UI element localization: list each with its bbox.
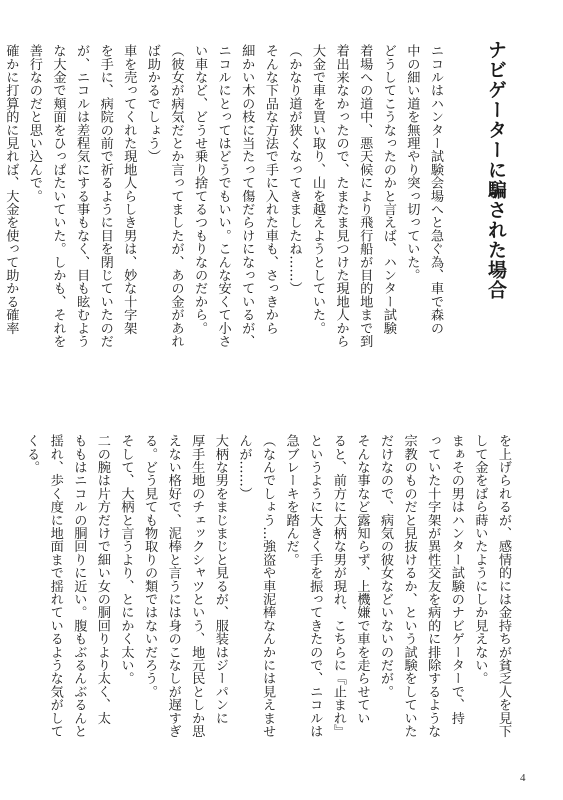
- text-line: ももはニコルの胴回りに近い。腹もぶるんぶるんと: [71, 434, 87, 738]
- text-line: 揺れ、歩く度に地面まで揺れているような気がして: [47, 434, 63, 738]
- text-line: というように大きく手を振ってきたので、ニコルは: [307, 434, 323, 738]
- text-line: 大金で車を買い取り、山を越えようとしていた。: [310, 44, 326, 335]
- text-line: ニコルはハンター試験会場へと急ぐ為、車で森の: [428, 44, 443, 335]
- text-line: 着出来なかったので、たまたま見つけた現地人から: [333, 44, 349, 348]
- text-line: 宗教のものだと見抜けるか、という試験をしていた: [401, 434, 417, 738]
- text-line: そして、大柄と言うより、とにかく太い。: [118, 434, 134, 685]
- text-line: して金をばら蒔いたようにしか見えない。: [472, 434, 488, 685]
- text-line: 細かい木の枝に当たって傷だらけになっているが、: [239, 44, 255, 348]
- text-line: （なんでしょう…強盗や車泥棒なんかには見えませ: [260, 434, 276, 738]
- text-line: い車など、どうせ乗り捨てるつもりなのだから。: [192, 44, 208, 335]
- text-line: どうしてこうなったのかと言えば、ハンター試験: [380, 44, 396, 335]
- text-line: くる。: [24, 434, 40, 474]
- page-number: 4: [520, 772, 526, 784]
- text-line: な大金で頬面をひっぱたいていた。しかも、それを: [50, 44, 66, 348]
- text-line: だけなので、病気の彼女などいないのだが。: [378, 434, 394, 698]
- text-line: 大柄な男をまじまじと見るが、服装はジーパンに: [212, 434, 228, 725]
- upper-text-block: [0, 44, 447, 380]
- text-line: 善行なのだと思い込んで。: [26, 44, 42, 203]
- text-line: ば助かるでしょう）: [144, 44, 160, 163]
- text-line: （彼女が病気だとか言ってましたが、あの金があれ: [168, 44, 184, 348]
- text-line: ニコルにとってはどうでもいい。こんな安くて小さ: [215, 44, 231, 348]
- text-line: が、ニコルは差程気にする事もなく、目も眩むよう: [74, 44, 90, 348]
- text-line: 着場への道中、悪天候により飛行船が目的地まで到: [357, 44, 373, 348]
- text-line: えない格好で、泥棒と言うには身のこなしが遅すぎ: [165, 434, 181, 738]
- text-line: まぁその男はハンター試験のナビゲーターで、持: [448, 434, 464, 725]
- text-line: る。どう見ても物取りの類ではないだろう。: [142, 434, 158, 698]
- text-line: を上げられるが、感情的には金持ちが貧乏人を見下: [496, 434, 511, 738]
- text-line: （かなり道が狭くなってきましたね……）: [286, 44, 302, 295]
- text-line: 二の腕は片方だけで細い女の胴回りより太く、太: [94, 434, 110, 725]
- text-line: 急ブレーキを踏んだ。: [283, 434, 299, 566]
- text-line: そんな下品な方法で手に入れた車も、さっきから: [262, 44, 278, 335]
- text-line: そんな事など露知らず、上機嫌で車を走らせてい: [354, 434, 370, 725]
- text-line: っていた十字架が異性交友を病的に排除するような: [425, 434, 441, 738]
- text-line: んが……）: [236, 434, 252, 500]
- lower-text-block: [24, 434, 515, 766]
- text-line: を手に、病院の前で祈るように目を閉じていたのだ: [97, 44, 113, 348]
- text-line: 厚手生地のチェックシャツという、地元民としか思: [189, 434, 205, 738]
- text-line: 中の細い道を無理やり突っ切っていた。: [404, 44, 420, 282]
- text-line: 確かに打算的に見れば、大金を使って助かる確率: [3, 44, 19, 335]
- text-line: 車を売ってくれた現地人らしき男は、妙な十字架: [121, 44, 137, 335]
- text-line: ると、前方に大柄な男が現れ、こちらに『止まれ』: [330, 434, 346, 738]
- chapter-title: ナビゲーターに騙された場合: [485, 40, 507, 300]
